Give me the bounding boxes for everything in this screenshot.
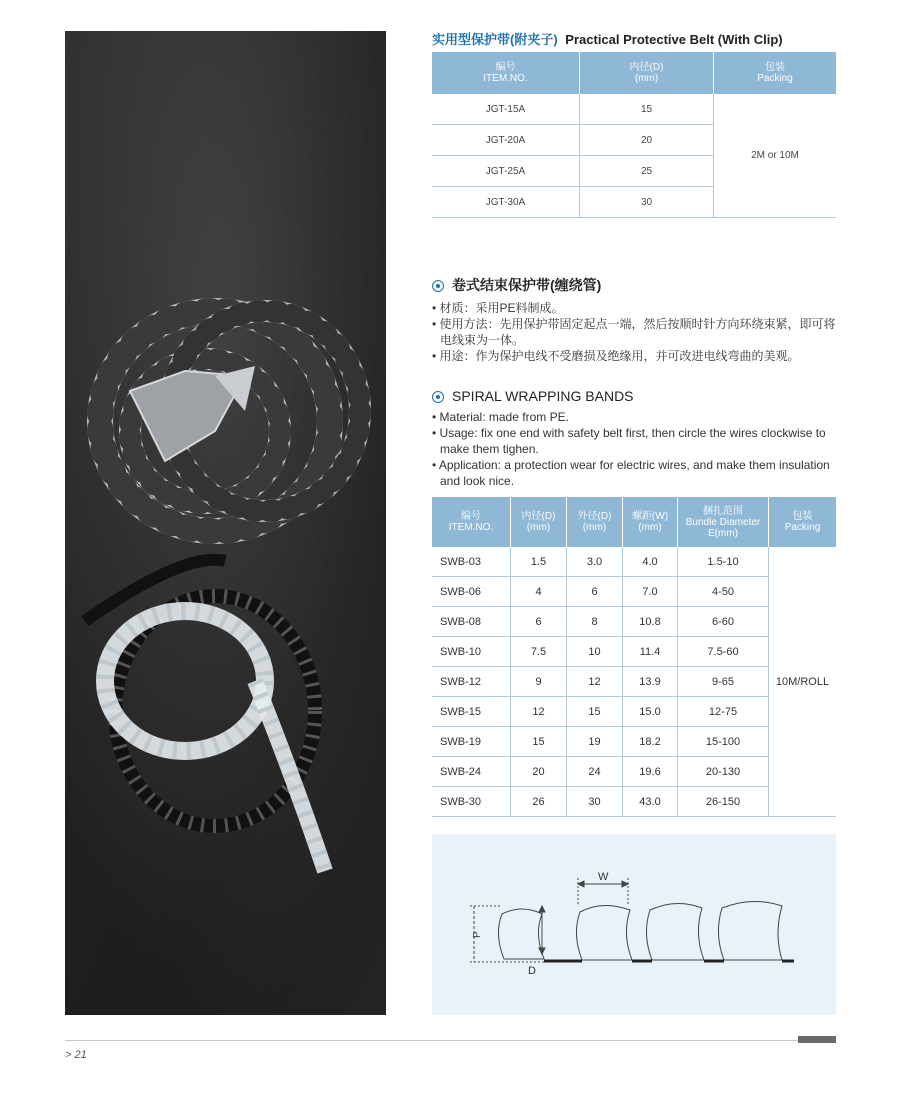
label-p: P <box>472 931 483 938</box>
cell-item: SWB-06 <box>432 577 511 607</box>
cell-item: SWB-10 <box>432 637 511 667</box>
bullet-application-cn: • 用途：作为保护电线不受磨损及绝缘用，并可改进电线弯曲的美观。 <box>432 349 800 363</box>
bullet-usage-en: • Usage: fix one end with safety belt first, then circle the wires clockwise to make them tighen. <box>432 426 826 456</box>
table-header-row <box>432 497 836 547</box>
cell-outer: 12 <box>567 667 623 697</box>
cell-inner-d: 25 <box>580 156 714 187</box>
cell-inner: 15 <box>511 727 567 757</box>
section-cn-bullets <box>432 300 842 364</box>
section-en-bullets <box>432 409 842 489</box>
cell-bundle: 9-65 <box>678 667 769 697</box>
header-inner-d: 内径(D) (mm) <box>511 497 567 547</box>
bullet-usage-cn: • 使用方法：先用保护带固定起点一端，然后按顺时针方向环绕束紧，即可将电线束为一体。 <box>432 317 836 347</box>
page-number: > 21 <box>65 1049 87 1061</box>
cell-inner-d: 30 <box>580 187 714 218</box>
cell-inner: 1.5 <box>511 547 567 577</box>
label-d: D <box>528 965 536 977</box>
cell-outer: 8 <box>567 607 623 637</box>
section1-title-en: Practical Protective Belt (With Clip) <box>565 32 783 47</box>
cell-item: JGT-15A <box>432 94 580 125</box>
cell-pitch: 43.0 <box>623 787 678 817</box>
header-pitch-w: 螺距(W) (mm) <box>623 497 678 547</box>
cell-inner: 7.5 <box>511 637 567 667</box>
cell-pitch: 18.2 <box>623 727 678 757</box>
cell-inner-d: 15 <box>580 94 714 125</box>
cell-item: SWB-19 <box>432 727 511 757</box>
header-packing: 包装 Packing <box>714 52 837 94</box>
cell-item: SWB-08 <box>432 607 511 637</box>
cell-pitch: 15.0 <box>623 697 678 727</box>
cell-inner: 12 <box>511 697 567 727</box>
section1-title <box>432 29 783 48</box>
section-en-title: SPIRAL WRAPPING BANDS <box>432 388 634 404</box>
section-cn-title: 卷式结束保护带(缠绕管) <box>432 275 601 295</box>
cell-bundle: 26-150 <box>678 787 769 817</box>
cell-outer: 19 <box>567 727 623 757</box>
cell-outer: 6 <box>567 577 623 607</box>
cell-packing: 10M/ROLL <box>769 547 837 817</box>
cell-item: JGT-20A <box>432 125 580 156</box>
spiral-diagram-drawing <box>432 834 836 1015</box>
header-outer-d: 外径(D) (mm) <box>567 497 623 547</box>
header-item-no: 编号 ITEM.NO. <box>432 497 511 547</box>
table-header-row <box>432 52 836 94</box>
product-photo <box>65 31 386 1015</box>
bullet-circle-icon <box>432 280 444 292</box>
cell-bundle: 6-60 <box>678 607 769 637</box>
table-row <box>432 94 836 125</box>
label-w: W <box>598 871 609 883</box>
header-inner-diameter: 内径(D) (mm) <box>580 52 714 94</box>
cell-item: SWB-03 <box>432 547 511 577</box>
cell-outer: 24 <box>567 757 623 787</box>
spiral-bands-illustration <box>65 31 386 1015</box>
cell-packing: 2M or 10M <box>714 94 837 218</box>
header-bundle-diameter: 捆扎范围 Bundle Diameter E(mm) <box>678 497 769 547</box>
cell-pitch: 13.9 <box>623 667 678 697</box>
cell-item: SWB-24 <box>432 757 511 787</box>
cell-pitch: 11.4 <box>623 637 678 667</box>
cell-inner: 26 <box>511 787 567 817</box>
cell-pitch: 19.6 <box>623 757 678 787</box>
cell-bundle: 7.5-60 <box>678 637 769 667</box>
cell-inner: 20 <box>511 757 567 787</box>
cell-item: JGT-25A <box>432 156 580 187</box>
cell-outer: 30 <box>567 787 623 817</box>
cell-item: SWB-30 <box>432 787 511 817</box>
cell-pitch: 10.8 <box>623 607 678 637</box>
spiral-segment <box>646 903 704 960</box>
bullet-application-en: • Application: a protection wear for electric wires, and make them insulation and look nice. <box>432 458 830 488</box>
cell-inner: 6 <box>511 607 567 637</box>
header-packing: 包装 Packing <box>769 497 837 547</box>
cell-pitch: 4.0 <box>623 547 678 577</box>
cell-inner: 4 <box>511 577 567 607</box>
cell-item: SWB-12 <box>432 667 511 697</box>
bullet-material-cn: • 材质：采用PE料制成。 <box>432 301 564 315</box>
cell-inner: 9 <box>511 667 567 697</box>
footer-divider <box>65 1040 836 1041</box>
cell-pitch: 7.0 <box>623 577 678 607</box>
spiral-dimension-diagram <box>432 834 836 1015</box>
practical-belt-table <box>432 52 836 218</box>
spiral-segment <box>718 901 782 960</box>
cell-item: JGT-30A <box>432 187 580 218</box>
cell-bundle: 1.5-10 <box>678 547 769 577</box>
spiral-bands-table <box>432 497 836 817</box>
cell-item: SWB-15 <box>432 697 511 727</box>
cell-bundle: 15-100 <box>678 727 769 757</box>
section1-title-cn: 实用型保护带(附夹子) <box>432 32 558 47</box>
cell-outer: 15 <box>567 697 623 727</box>
spiral-segment <box>576 905 632 960</box>
cell-bundle: 20-130 <box>678 757 769 787</box>
table-row <box>432 547 836 577</box>
spiral-segment <box>498 909 544 959</box>
cell-inner-d: 20 <box>580 125 714 156</box>
bullet-material-en: • Material: made from PE. <box>432 410 569 424</box>
footer-accent-bar <box>798 1036 836 1043</box>
cell-outer: 10 <box>567 637 623 667</box>
header-item-no: 编号 ITEM.NO. <box>432 52 580 94</box>
bullet-circle-icon <box>432 391 444 403</box>
cell-bundle: 4-50 <box>678 577 769 607</box>
cell-outer: 3.0 <box>567 547 623 577</box>
cell-bundle: 12-75 <box>678 697 769 727</box>
